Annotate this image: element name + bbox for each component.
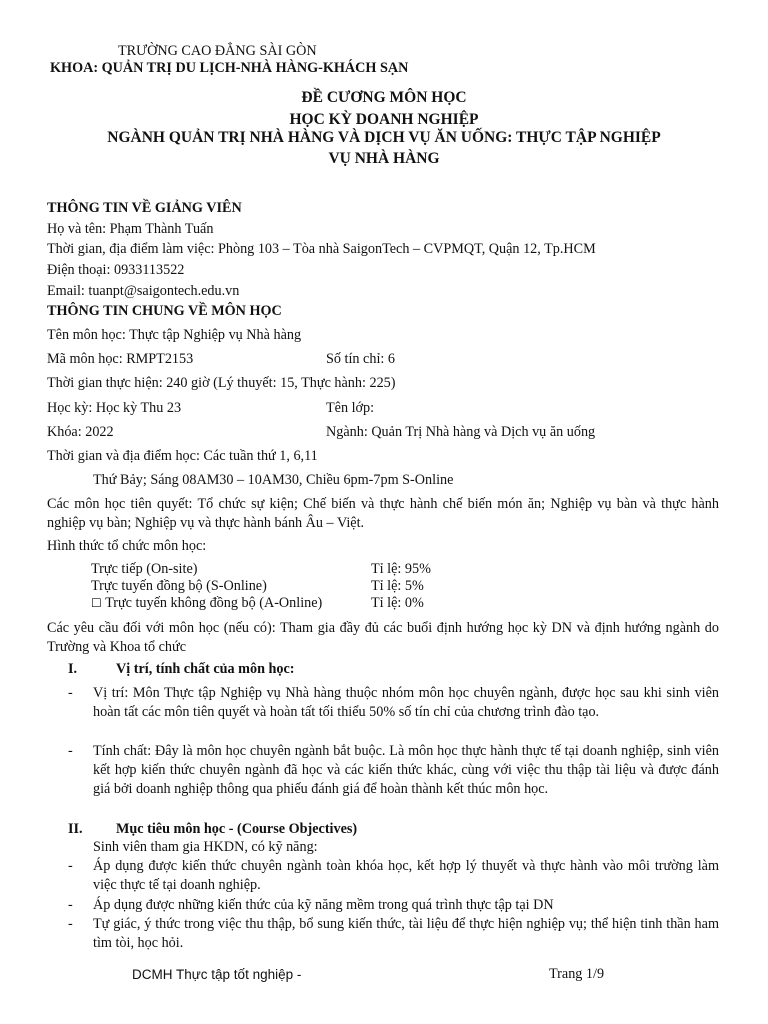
lecturer-name: Họ và tên: Phạm Thành Tuấn: [47, 221, 214, 237]
section-intro: Sinh viên tham gia HKDN, có kỹ năng:: [93, 839, 318, 855]
document-subtitle: HỌC KỲ DOANH NGHIỆP: [289, 111, 479, 128]
course-credits: Số tín chỉ: 6: [326, 351, 395, 367]
format-label: Hình thức tổ chức môn học:: [47, 538, 207, 554]
bullet-dash: -: [68, 897, 73, 913]
section-title: Mục tiêu môn học - (Course Objectives): [116, 821, 358, 837]
checkbox-icon: ☐: [91, 596, 102, 610]
format-label-a-online: Trực tuyến không đồng bộ (A-Online): [105, 595, 323, 611]
lecturer-heading: THÔNG TIN VỀ GIẢNG VIÊN: [47, 200, 242, 216]
other-requirements: Các yêu cầu đối với môn học (nếu có): Tham gia đầy đủ các buổi định hướng học kỳ DN và định hướng ngành do Trường và Khoa tổ chức: [47, 620, 719, 655]
school-name: TRƯỜNG CAO ĐẲNG SÀI GÒN: [118, 43, 317, 59]
list-item: Vị trí: Môn Thực tập Nghiệp vụ Nhà hàng thuộc nhóm môn học chuyên ngành, được học sau khi sinh viên hoàn tất các môn tiên quyết và hoàn tất tối thiểu 50% số tín chỉ của chương trình đào tạo.: [93, 685, 719, 720]
format-label-s-online: Trực tuyến đồng bộ (S-Online): [91, 578, 267, 594]
class-name: Tên lớp:: [326, 400, 375, 416]
list-item: Tính chất: Đây là môn học chuyên ngành bắt buộc. Là môn học thực hành thực tế tại doanh nghiệp, sinh viên kết hợp kiến thức chuyên ngành đã học và các kiến thức khác, cùng với việc thu thập tài liệu và được đánh giá bởi doanh nghiệp thông qua phiếu đánh giá để hoàn thành kết thúc môn học.: [93, 743, 719, 797]
ratio-a-online: Tỉ lệ: 0%: [371, 595, 424, 611]
faculty-name: KHOA: QUẢN TRỊ DU LỊCH-NHÀ HÀNG-KHÁCH SẠN: [50, 60, 409, 76]
bullet-dash: -: [68, 743, 73, 759]
format-a-online: [91, 594, 322, 613]
course-cohort: Khóa: 2022: [47, 424, 114, 440]
footer-left: DCMH Thực tập tốt nghiệp -: [132, 967, 302, 982]
course-duration: Thời gian thực hiện: 240 giờ (Lý thuyết: 15, Thực hành: 225): [47, 375, 396, 391]
list-item: Áp dụng được kiến thức chuyên ngành toàn khóa học, kết hợp lý thuyết và thực hành vào môi trường làm việc thực tế tại doanh nghiệp.: [93, 858, 719, 893]
format-label-onsite: Trực tiếp (On-site): [91, 561, 198, 577]
list-item: Tự giác, ý thức trong việc thu thập, bổ sung kiến thức, tài liệu để thực hiện nghiệp vụ; thể hiện tinh thần ham tìm tòi, học hỏi.: [93, 916, 719, 951]
document-title: ĐỀ CƯƠNG MÔN HỌC: [301, 89, 467, 106]
section-number: I.: [68, 661, 78, 677]
lecturer-workplace: Thời gian, địa điểm làm việc: Phòng 103 – Tòa nhà SaigonTech – CVPMQT, Quận 12, Tp.HCM: [47, 241, 596, 257]
section-title: Vị trí, tính chất của môn học:: [116, 661, 295, 677]
course-prerequisites: Các môn học tiên quyết: Tổ chức sự kiện; Chế biến và thực hành chế biến món ăn; Nghiệp vụ bàn và thực hành nghiệp vụ bàn; Nghiệp vụ và thực hành bánh Âu – Việt.: [47, 496, 719, 531]
ratio-s-online: Tỉ lệ: 5%: [371, 578, 424, 594]
course-semester: Học kỳ: Học kỳ Thu 23: [47, 400, 182, 416]
bullet-dash: -: [68, 858, 73, 874]
major-title-line1: NGÀNH QUẢN TRỊ NHÀ HÀNG VÀ DỊCH VỤ ĂN UỐNG: THỰC TẬP NGHIỆP: [107, 129, 661, 146]
lecturer-email: Email: tuanpt@saigontech.edu.vn: [47, 283, 240, 299]
major-title-line2: VỤ NHÀ HÀNG: [328, 150, 440, 167]
section-number: II.: [68, 821, 83, 837]
ratio-onsite: Tỉ lệ: 95%: [371, 561, 431, 577]
list-item: Áp dụng được những kiến thức của kỹ năng mềm trong quá trình thực tập tại DN: [93, 897, 554, 913]
page-number: Trang 1/9: [549, 966, 605, 982]
course-code: Mã môn học: RMPT2153: [47, 351, 194, 367]
course-schedule-detail: Thứ Bảy; Sáng 08AM30 – 10AM30, Chiều 6pm-7pm S-Online: [93, 472, 454, 488]
lecturer-phone: Điện thoại: 0933113522: [47, 262, 185, 278]
course-heading: THÔNG TIN CHUNG VỀ MÔN HỌC: [47, 303, 282, 319]
course-major: Ngành: Quản Trị Nhà hàng và Dịch vụ ăn uống: [326, 424, 596, 440]
course-name: Tên môn học: Thực tập Nghiệp vụ Nhà hàng: [47, 327, 302, 343]
course-schedule: Thời gian và địa điểm học: Các tuần thứ 1, 6,11: [47, 448, 318, 464]
bullet-dash: -: [68, 916, 73, 932]
bullet-dash: -: [68, 685, 73, 701]
